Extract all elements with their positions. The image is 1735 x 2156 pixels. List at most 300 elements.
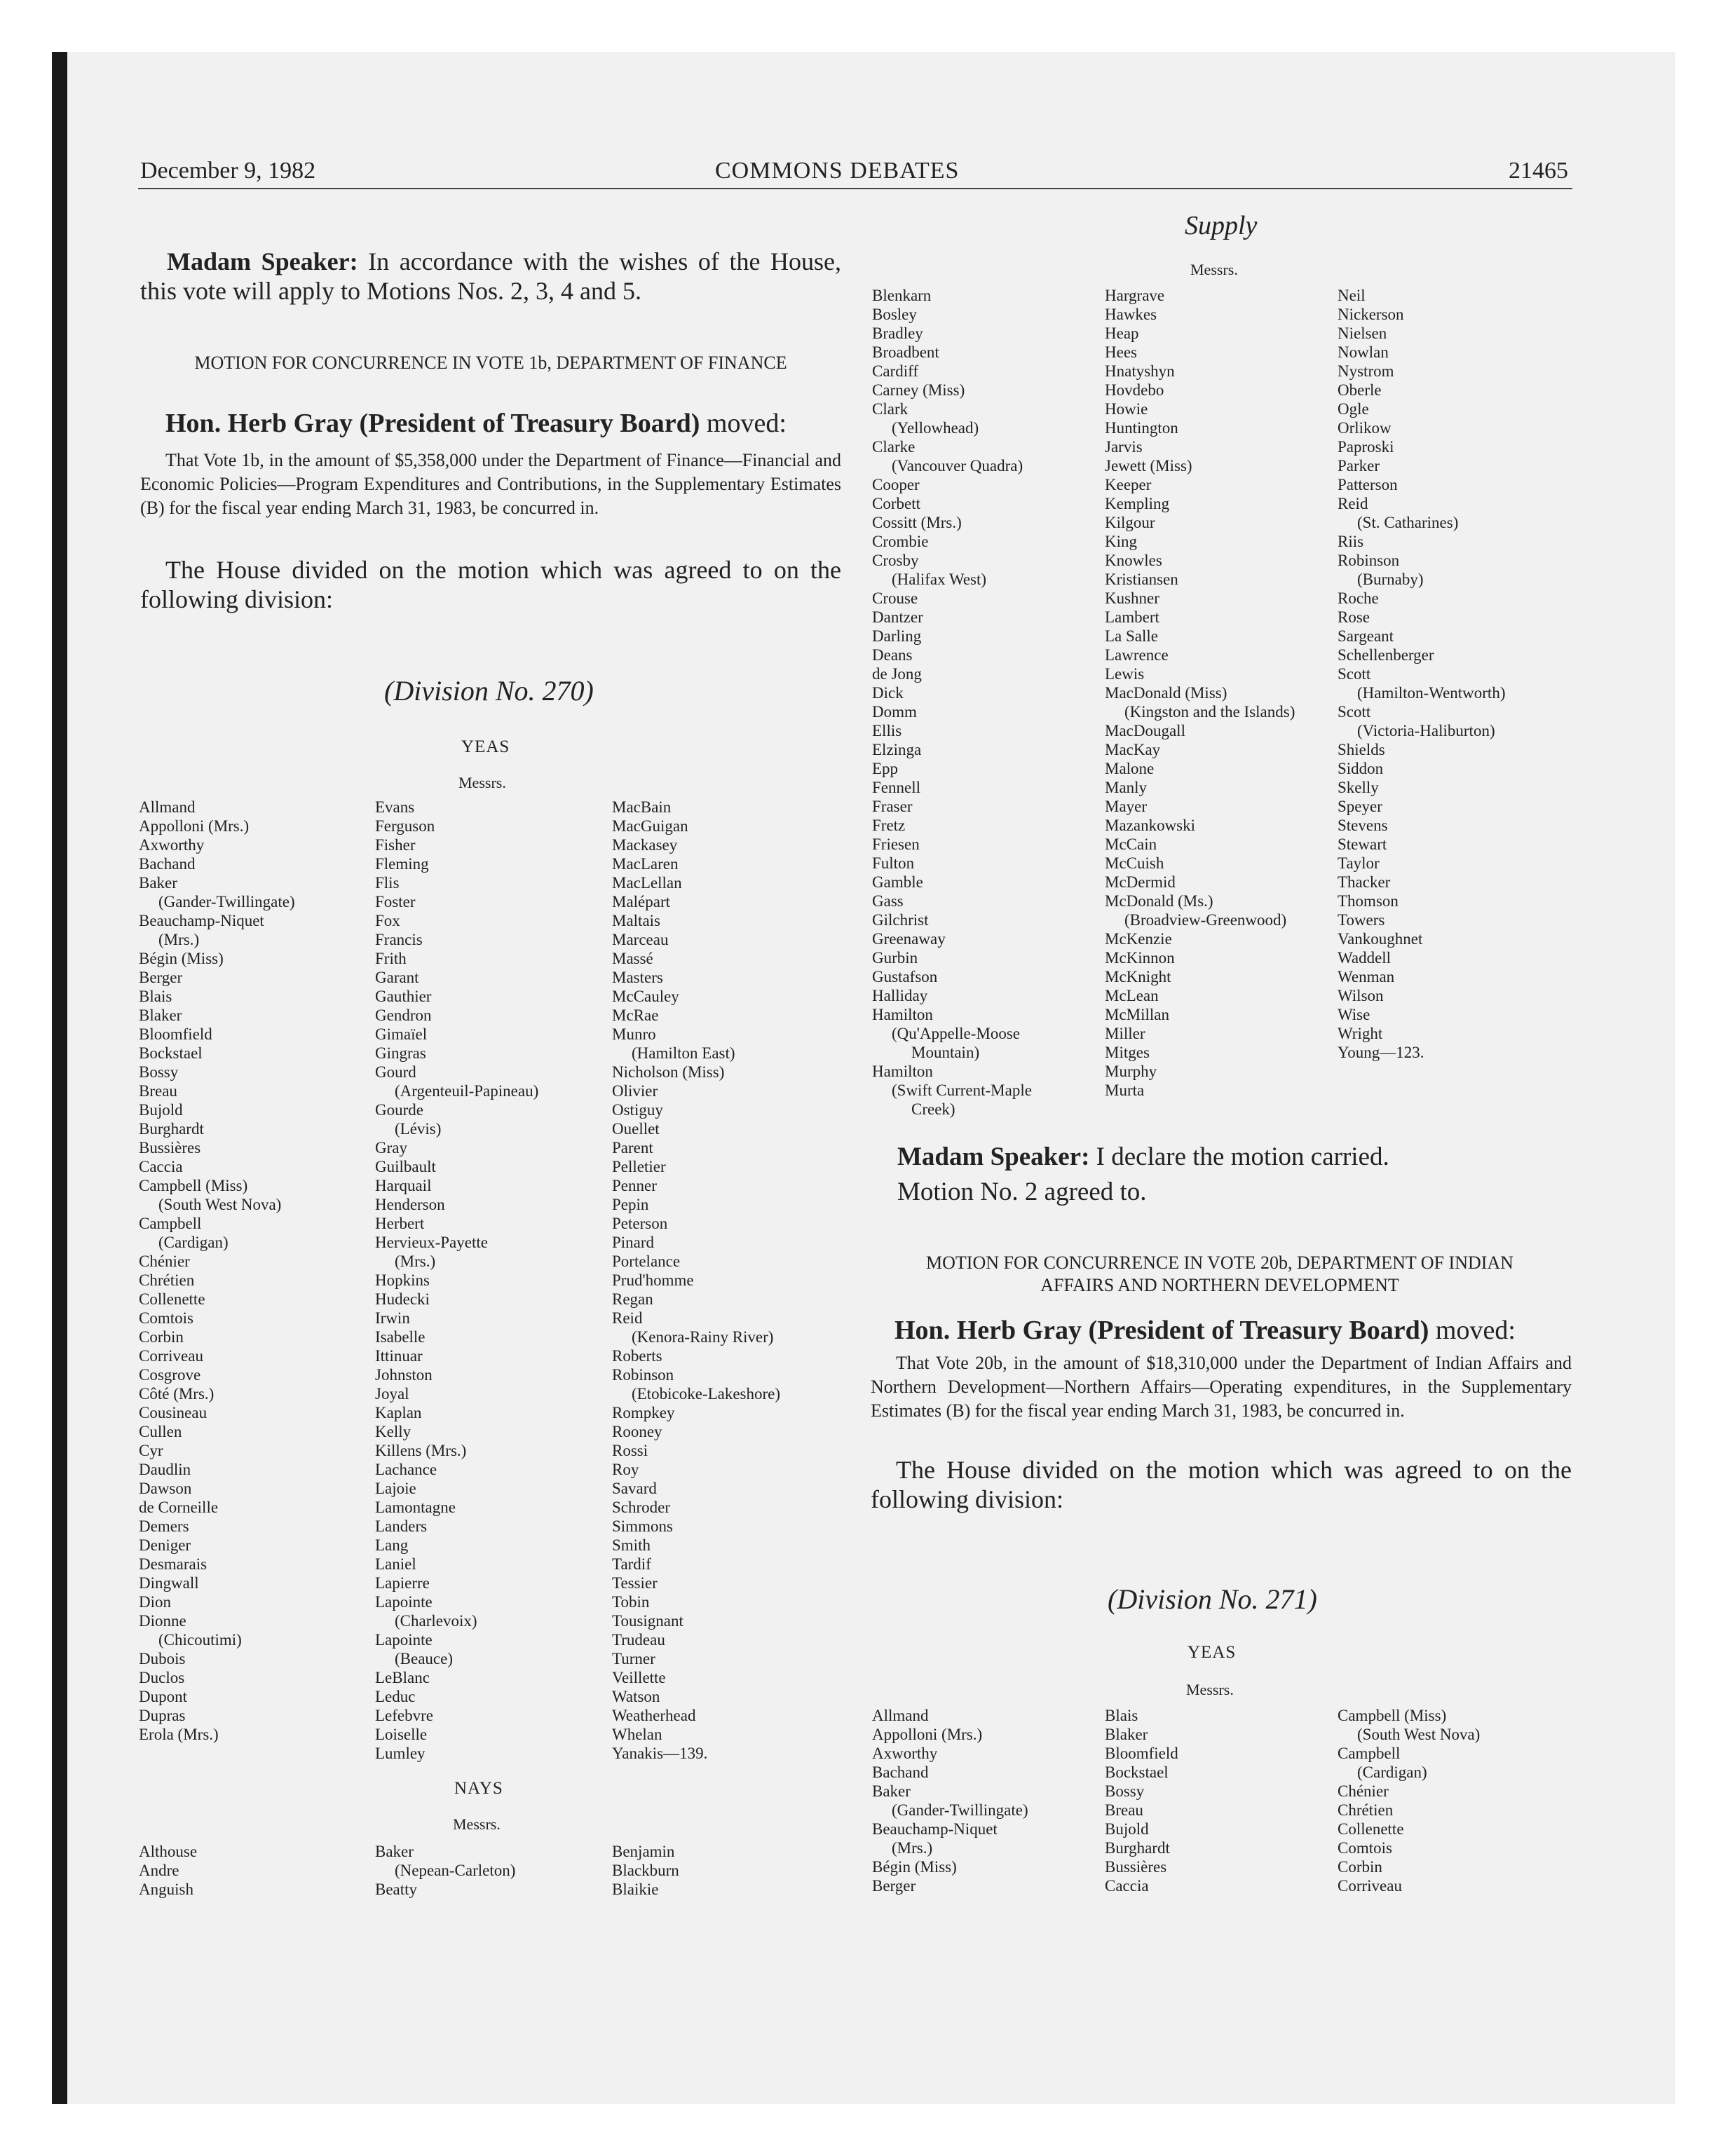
member-name: Olivier bbox=[612, 1082, 658, 1100]
member-name: Cossitt (Mrs.) bbox=[872, 514, 962, 531]
member-name: Regan bbox=[612, 1290, 653, 1308]
member-name: Miller bbox=[1105, 1025, 1145, 1042]
member-name: Joyal bbox=[375, 1385, 409, 1403]
member-name: Ferguson bbox=[375, 817, 435, 835]
member-name: Oberle bbox=[1338, 381, 1382, 399]
member-name: Lawrence bbox=[1105, 646, 1169, 664]
member-name: McLean bbox=[1105, 987, 1159, 1004]
member-name: Lajoie bbox=[375, 1480, 416, 1497]
member-name: Elzinga bbox=[872, 741, 922, 758]
member-name: Deniger bbox=[139, 1536, 191, 1554]
member-name: Baker bbox=[872, 1782, 911, 1800]
member-name: Comtois bbox=[139, 1309, 193, 1327]
messrs-label: Messrs. bbox=[1190, 261, 1238, 278]
member-name: Johnston bbox=[375, 1366, 433, 1384]
member-name: Gray bbox=[375, 1139, 407, 1157]
member-name: Hamilton bbox=[872, 1006, 933, 1023]
member-name: Ogle bbox=[1338, 400, 1369, 418]
member-name: Lefebvre bbox=[375, 1707, 433, 1724]
member-name: Cardiff bbox=[872, 362, 919, 380]
member-name: Crosby bbox=[872, 552, 919, 569]
member-name: Dantzer bbox=[872, 608, 923, 626]
member-name: (Mrs.) bbox=[158, 931, 200, 948]
member-name: Chénier bbox=[1338, 1782, 1389, 1800]
member-name: Lapointe bbox=[375, 1593, 433, 1611]
motion1-heading: MOTION FOR CONCURRENCE IN VOTE 1b, DEPARTMENT OF FINANCE bbox=[194, 353, 787, 373]
member-name: Hamilton bbox=[872, 1063, 933, 1080]
member-name: (Nepean-Carleton) bbox=[395, 1862, 516, 1879]
member-name: Leduc bbox=[375, 1688, 416, 1705]
speaker2-text: I declare the motion carried. bbox=[1089, 1142, 1389, 1171]
motion-agreed: Motion No. 2 agreed to. bbox=[897, 1178, 1147, 1206]
member-name: Blais bbox=[139, 988, 172, 1005]
member-name: Killens (Mrs.) bbox=[375, 1442, 467, 1459]
member-name: Bachand bbox=[139, 855, 196, 873]
member-name: Dick bbox=[872, 684, 904, 702]
member-name: MacBain bbox=[612, 798, 672, 816]
member-name: Carney (Miss) bbox=[872, 381, 965, 399]
member-name: Bujold bbox=[1105, 1820, 1149, 1838]
member-name: Baker bbox=[139, 874, 177, 892]
member-name: Desmarais bbox=[139, 1555, 207, 1573]
member-name: (Charlevoix) bbox=[395, 1612, 477, 1630]
member-name: (Lévis) bbox=[395, 1120, 442, 1138]
member-name: Appolloni (Mrs.) bbox=[139, 817, 250, 835]
mover2-line bbox=[894, 1315, 1581, 1346]
member-name: Campbell bbox=[139, 1215, 202, 1232]
member-name: Nicholson (Miss) bbox=[612, 1063, 725, 1081]
member-name: La Salle bbox=[1105, 627, 1158, 645]
member-name: Lamontagne bbox=[375, 1499, 456, 1516]
member-name: Nowlan bbox=[1338, 343, 1389, 361]
member-name: Crombie bbox=[872, 533, 929, 550]
member-name: Tardif bbox=[612, 1555, 651, 1573]
nays270-column-2 bbox=[375, 1842, 515, 1899]
member-name: Cousineau bbox=[139, 1404, 207, 1421]
member-name: Taylor bbox=[1338, 854, 1380, 872]
member-name: Caccia bbox=[139, 1158, 183, 1175]
member-name: Deans bbox=[872, 646, 913, 664]
member-name: Lapierre bbox=[375, 1574, 430, 1592]
member-name: McCuish bbox=[1105, 854, 1164, 872]
member-name: Frith bbox=[375, 950, 407, 967]
member-name: Blenkarn bbox=[872, 287, 932, 304]
member-name: de Corneille bbox=[139, 1499, 219, 1516]
yeas270-column-2 bbox=[375, 798, 538, 1763]
member-name: Axworthy bbox=[872, 1745, 938, 1762]
member-name: Young—123. bbox=[1338, 1044, 1424, 1061]
member-name: Reid bbox=[1338, 495, 1368, 512]
member-name: Knowles bbox=[1105, 552, 1162, 569]
member-name: Keeper bbox=[1105, 476, 1152, 493]
yeas270-column-3 bbox=[612, 798, 780, 1763]
member-name: (Hamilton East) bbox=[632, 1044, 735, 1062]
member-name: Burghardt bbox=[139, 1120, 204, 1138]
member-name: (Etobicoke-Lakeshore) bbox=[632, 1385, 781, 1403]
member-name: (Burnaby) bbox=[1357, 571, 1424, 588]
member-name: Wright bbox=[1338, 1025, 1383, 1042]
speaker-label: Madam Speaker: bbox=[167, 247, 358, 275]
mover2-text: moved: bbox=[1429, 1316, 1516, 1345]
member-name: Schroder bbox=[612, 1499, 671, 1516]
mover1-label: Hon. Herb Gray (President of Treasury Board) bbox=[165, 409, 700, 438]
member-name: Dawson bbox=[139, 1480, 192, 1497]
member-name: Dubois bbox=[139, 1650, 186, 1667]
header-title: COMMONS DEBATES bbox=[715, 158, 960, 184]
member-name: Fretz bbox=[872, 817, 906, 834]
member-name: Isabelle bbox=[375, 1328, 426, 1346]
member-name: Creek) bbox=[911, 1100, 955, 1118]
member-name: Hargrave bbox=[1105, 287, 1165, 304]
mover1-line bbox=[165, 408, 852, 439]
member-name: Parent bbox=[612, 1139, 653, 1157]
member-name: Bossy bbox=[139, 1063, 179, 1081]
member-name: Patterson bbox=[1338, 476, 1398, 493]
member-name: Gauthier bbox=[375, 988, 432, 1005]
member-name: Corriveau bbox=[1338, 1877, 1402, 1895]
yeas1-label: YEAS bbox=[461, 737, 510, 756]
member-name: (Qu'Appelle-Moose bbox=[892, 1025, 1020, 1042]
member-name: Fisher bbox=[375, 836, 416, 854]
member-name: (Kingston and the Islands) bbox=[1124, 703, 1295, 721]
member-name: (Halifax West) bbox=[892, 571, 987, 588]
member-name: Rooney bbox=[612, 1423, 662, 1440]
member-name: Speyer bbox=[1338, 798, 1382, 815]
member-name: MacDougall bbox=[1105, 722, 1185, 739]
member-name: McKinnon bbox=[1105, 949, 1175, 967]
member-name: Erola (Mrs.) bbox=[139, 1726, 219, 1743]
member-name: Hovdebo bbox=[1105, 381, 1164, 399]
member-name: Kelly bbox=[375, 1423, 411, 1440]
member-name: Pinard bbox=[612, 1234, 655, 1251]
yeas271-column-3 bbox=[1338, 1706, 1480, 1895]
member-name: Kaplan bbox=[375, 1404, 422, 1421]
member-name: Irwin bbox=[375, 1309, 410, 1327]
member-name: Axworthy bbox=[139, 836, 205, 854]
section-title: Supply bbox=[1185, 211, 1258, 240]
member-name: Gimaïel bbox=[375, 1025, 428, 1043]
member-name: Gingras bbox=[375, 1044, 426, 1062]
member-name: Gourde bbox=[375, 1101, 423, 1119]
member-name: Wilson bbox=[1338, 987, 1384, 1004]
member-name: Kempling bbox=[1105, 495, 1169, 512]
member-name: Francis bbox=[375, 931, 423, 948]
member-name: Hopkins bbox=[375, 1271, 430, 1289]
member-name: Roche bbox=[1338, 589, 1379, 607]
member-name: Daudlin bbox=[139, 1461, 191, 1478]
member-name: Caccia bbox=[1105, 1877, 1149, 1895]
member-name: MacLaren bbox=[612, 855, 679, 873]
motion1-text: That Vote 1b, in the amount of $5,358,000 under the Department of Finance—Financial and Economic Policies—Program Expenditures and Contributions, in the Supplementary Estimates (B) for the fiscal year ending March 31, 1983, be concurred in. bbox=[140, 450, 841, 518]
member-name: Hervieux-Payette bbox=[375, 1234, 488, 1251]
member-name: Gass bbox=[872, 892, 904, 910]
yeas271-column-2 bbox=[1105, 1706, 1178, 1895]
member-name: Bockstael bbox=[139, 1044, 203, 1062]
member-name: Massé bbox=[612, 950, 653, 967]
member-name: Andre bbox=[139, 1862, 179, 1879]
nays-cont-column-1 bbox=[872, 286, 1032, 1119]
member-name: McCain bbox=[1105, 835, 1157, 853]
member-name: Blackburn bbox=[612, 1862, 679, 1879]
member-name: MacDonald (Miss) bbox=[1105, 684, 1227, 702]
member-name: Chénier bbox=[139, 1253, 190, 1270]
member-name: Trudeau bbox=[612, 1631, 665, 1649]
member-name: McCauley bbox=[612, 988, 679, 1005]
member-name: Sargeant bbox=[1338, 627, 1394, 645]
mover2-label: Hon. Herb Gray (President of Treasury Board) bbox=[894, 1316, 1429, 1345]
member-name: Dingwall bbox=[139, 1574, 199, 1592]
nays1-label: NAYS bbox=[454, 1779, 503, 1798]
member-name: Malone bbox=[1105, 760, 1155, 777]
member-name: Rossi bbox=[612, 1442, 648, 1459]
speaker-text: In accordance with the wishes of the House, this vote will apply to Motions Nos. 2, 3, 4 and 5. bbox=[140, 247, 841, 305]
member-name: Bachand bbox=[872, 1763, 929, 1781]
member-name: Bégin (Miss) bbox=[139, 950, 224, 967]
member-name: Gustafson bbox=[872, 968, 938, 985]
member-name: Hawkes bbox=[1105, 306, 1157, 323]
member-name: Scott bbox=[1338, 665, 1371, 683]
member-name: Fox bbox=[375, 912, 400, 929]
member-name: Mayer bbox=[1105, 798, 1148, 815]
member-name: Roberts bbox=[612, 1347, 662, 1365]
member-name: Tobin bbox=[612, 1593, 650, 1611]
member-name: Stewart bbox=[1338, 835, 1387, 853]
member-name: Ittinuar bbox=[375, 1347, 423, 1365]
nays-cont-column-2 bbox=[1105, 286, 1295, 1100]
member-name: Bussières bbox=[1105, 1858, 1167, 1876]
member-name: Prud'homme bbox=[612, 1271, 694, 1289]
member-name: (Broadview-Greenwood) bbox=[1124, 911, 1287, 929]
member-name: Cosgrove bbox=[139, 1366, 201, 1384]
member-name: Breau bbox=[1105, 1801, 1143, 1819]
member-name: Ostiguy bbox=[612, 1101, 663, 1119]
member-name: Watson bbox=[612, 1688, 660, 1705]
member-name: Robinson bbox=[1338, 552, 1400, 569]
member-name: (Cardigan) bbox=[1357, 1763, 1427, 1781]
member-name: Gilchrist bbox=[872, 911, 929, 929]
member-name: Thacker bbox=[1338, 873, 1391, 891]
member-name: (Gander-Twillingate) bbox=[892, 1801, 1028, 1819]
member-name: Benjamin bbox=[612, 1843, 675, 1860]
member-name: Crouse bbox=[872, 589, 918, 607]
member-name: Fleming bbox=[375, 855, 429, 873]
member-name: Broadbent bbox=[872, 343, 939, 361]
member-name: Turner bbox=[612, 1650, 655, 1667]
member-name: Bradley bbox=[872, 325, 923, 342]
member-name: Whelan bbox=[612, 1726, 662, 1743]
member-name: Côté (Mrs.) bbox=[139, 1385, 215, 1403]
member-name: Neil bbox=[1338, 287, 1366, 304]
member-name: (Mrs.) bbox=[395, 1253, 436, 1270]
member-name: LeBlanc bbox=[375, 1669, 430, 1686]
member-name: Lambert bbox=[1105, 608, 1159, 626]
member-name: de Jong bbox=[872, 665, 922, 683]
member-name: Orlikow bbox=[1338, 419, 1392, 437]
header-rule bbox=[138, 188, 1572, 189]
member-name: Fulton bbox=[872, 854, 915, 872]
member-name: (Beauce) bbox=[395, 1650, 453, 1667]
member-name: Rompkey bbox=[612, 1404, 675, 1421]
member-name: Dion bbox=[139, 1593, 171, 1611]
member-name: McMillan bbox=[1105, 1006, 1169, 1023]
member-name: Appolloni (Mrs.) bbox=[872, 1726, 983, 1743]
member-name: Herbert bbox=[375, 1215, 425, 1232]
member-name: Blaker bbox=[139, 1007, 182, 1024]
member-name: Fennell bbox=[872, 779, 920, 796]
member-name: McKnight bbox=[1105, 968, 1171, 985]
member-name: Mountain) bbox=[911, 1044, 980, 1061]
member-name: Foster bbox=[375, 893, 416, 910]
division1-intro: The House divided on the motion which was agreed to on the following division: bbox=[140, 556, 841, 613]
member-name: Robinson bbox=[612, 1366, 674, 1384]
member-name: Penner bbox=[612, 1177, 657, 1194]
member-name: Pepin bbox=[612, 1196, 649, 1213]
member-name: Dionne bbox=[139, 1612, 186, 1630]
mover1-text: moved: bbox=[700, 409, 787, 438]
member-name: Clarke bbox=[872, 438, 916, 456]
member-name: Riis bbox=[1338, 533, 1364, 550]
member-name: Skelly bbox=[1338, 779, 1379, 796]
speaker-declaration bbox=[897, 1142, 1570, 1172]
member-name: Beatty bbox=[375, 1881, 418, 1898]
member-name: Towers bbox=[1338, 911, 1385, 929]
member-name: Kristiansen bbox=[1105, 571, 1178, 588]
member-name: (St. Catharines) bbox=[1357, 514, 1459, 531]
member-name: Ouellet bbox=[612, 1120, 660, 1138]
member-name: Scott bbox=[1338, 703, 1371, 721]
member-name: McDonald (Ms.) bbox=[1105, 892, 1213, 910]
member-name: Lang bbox=[375, 1536, 409, 1554]
member-name: (Mrs.) bbox=[892, 1839, 933, 1857]
member-name: Campbell (Miss) bbox=[139, 1177, 248, 1194]
member-name: Breau bbox=[139, 1082, 177, 1100]
member-name: Cyr bbox=[139, 1442, 163, 1459]
member-name: Demers bbox=[139, 1517, 189, 1535]
member-name: Bossy bbox=[1105, 1782, 1145, 1800]
member-name: Howie bbox=[1105, 400, 1148, 418]
member-name: Jewett (Miss) bbox=[1105, 457, 1192, 475]
member-name: Nielsen bbox=[1338, 325, 1387, 342]
member-name: Collenette bbox=[139, 1290, 205, 1308]
member-name: Bussières bbox=[139, 1139, 201, 1157]
member-name: Simmons bbox=[612, 1517, 673, 1535]
member-name: Loiselle bbox=[375, 1726, 428, 1743]
member-name: Althouse bbox=[139, 1843, 198, 1860]
member-name: Paproski bbox=[1338, 438, 1394, 456]
member-name: King bbox=[1105, 533, 1137, 550]
member-name: Murphy bbox=[1105, 1063, 1157, 1080]
member-name: Evans bbox=[375, 798, 415, 816]
nays-cont-column-3 bbox=[1338, 286, 1505, 1062]
member-name: Hees bbox=[1105, 343, 1137, 361]
member-name: Gurbin bbox=[872, 949, 918, 967]
member-name: Lumley bbox=[375, 1745, 426, 1762]
member-name: Mitges bbox=[1105, 1044, 1150, 1061]
member-name: (Victoria-Haliburton) bbox=[1357, 722, 1495, 739]
member-name: Henderson bbox=[375, 1196, 445, 1213]
member-name: Masters bbox=[612, 969, 663, 986]
member-name: (Swift Current-Maple bbox=[892, 1082, 1032, 1099]
member-name: Harquail bbox=[375, 1177, 432, 1194]
member-name: Munro bbox=[612, 1025, 656, 1043]
member-name: Dupont bbox=[139, 1688, 187, 1705]
member-name: Marceau bbox=[612, 931, 669, 948]
member-name: Garant bbox=[375, 969, 419, 986]
member-name: Cooper bbox=[872, 476, 920, 493]
member-name: Dupras bbox=[139, 1707, 186, 1724]
messrs-label: Messrs. bbox=[458, 774, 506, 791]
member-name: Hudecki bbox=[375, 1290, 430, 1308]
member-name: Laniel bbox=[375, 1555, 416, 1573]
member-name: Huntington bbox=[1105, 419, 1178, 437]
member-name: Comtois bbox=[1338, 1839, 1392, 1857]
nays270-column-3 bbox=[612, 1842, 679, 1899]
member-name: Lachance bbox=[375, 1461, 437, 1478]
yeas2-label: YEAS bbox=[1188, 1643, 1237, 1662]
header-date: December 9, 1982 bbox=[140, 158, 316, 184]
yeas270-column-1 bbox=[139, 798, 295, 1744]
member-name: (Cardigan) bbox=[158, 1234, 229, 1251]
member-name: Chrétien bbox=[139, 1271, 195, 1289]
member-name: Friesen bbox=[872, 835, 920, 853]
member-name: Darling bbox=[872, 627, 922, 645]
member-name: Smith bbox=[612, 1536, 651, 1554]
member-name: Wenman bbox=[1338, 968, 1395, 985]
member-name: Greenaway bbox=[872, 930, 946, 948]
member-name: Wise bbox=[1338, 1006, 1370, 1023]
member-name: Blais bbox=[1105, 1707, 1138, 1724]
messrs-label: Messrs. bbox=[453, 1815, 501, 1833]
member-name: (Kenora-Rainy River) bbox=[632, 1328, 774, 1346]
page-number: 21465 bbox=[1509, 158, 1568, 184]
member-name: Nystrom bbox=[1338, 362, 1394, 380]
binding-edge bbox=[52, 52, 67, 2104]
member-name: Berger bbox=[872, 1877, 916, 1895]
member-name: Gendron bbox=[375, 1007, 432, 1024]
member-name: McDermid bbox=[1105, 873, 1176, 891]
member-name: Lapointe bbox=[375, 1631, 433, 1649]
motion2-text: That Vote 20b, in the amount of $18,310,000 under the Department of Indian Affairs and Northern Development—Northern Affairs—Operating expenditures, in the Supplementary Estimates (B) for the fiscal year ending March 31, 1983, be concurred in. bbox=[871, 1353, 1572, 1421]
yeas271-column-1 bbox=[872, 1706, 1028, 1895]
member-name: Malépart bbox=[612, 893, 671, 910]
member-name: Ellis bbox=[872, 722, 902, 739]
member-name: Chrétien bbox=[1338, 1801, 1394, 1819]
member-name: Tousignant bbox=[612, 1612, 683, 1630]
member-name: Clark bbox=[872, 400, 909, 418]
member-name: (South West Nova) bbox=[158, 1196, 282, 1213]
member-name: Pelletier bbox=[612, 1158, 666, 1175]
member-name: Vankoughnet bbox=[1338, 930, 1423, 948]
member-name: Cullen bbox=[139, 1423, 182, 1440]
member-name: Rose bbox=[1338, 608, 1370, 626]
member-name: Beauchamp-Niquet bbox=[139, 912, 264, 929]
messrs-label: Messrs. bbox=[1186, 1681, 1234, 1698]
member-name: Nickerson bbox=[1338, 306, 1404, 323]
nays270-column-1 bbox=[139, 1842, 197, 1899]
member-name: Berger bbox=[139, 969, 183, 986]
member-name: Corbin bbox=[1338, 1858, 1382, 1876]
member-name: Flis bbox=[375, 874, 400, 892]
member-name: Campbell bbox=[1338, 1745, 1401, 1762]
member-name: McKenzie bbox=[1105, 930, 1172, 948]
member-name: Blaikie bbox=[612, 1881, 659, 1898]
member-name: Corbin bbox=[139, 1328, 184, 1346]
member-name: (Yellowhead) bbox=[892, 419, 979, 437]
member-name: Beauchamp-Niquet bbox=[872, 1820, 998, 1838]
member-name: Gamble bbox=[872, 873, 923, 891]
member-name: Stevens bbox=[1338, 817, 1388, 834]
member-name: Guilbault bbox=[375, 1158, 436, 1175]
